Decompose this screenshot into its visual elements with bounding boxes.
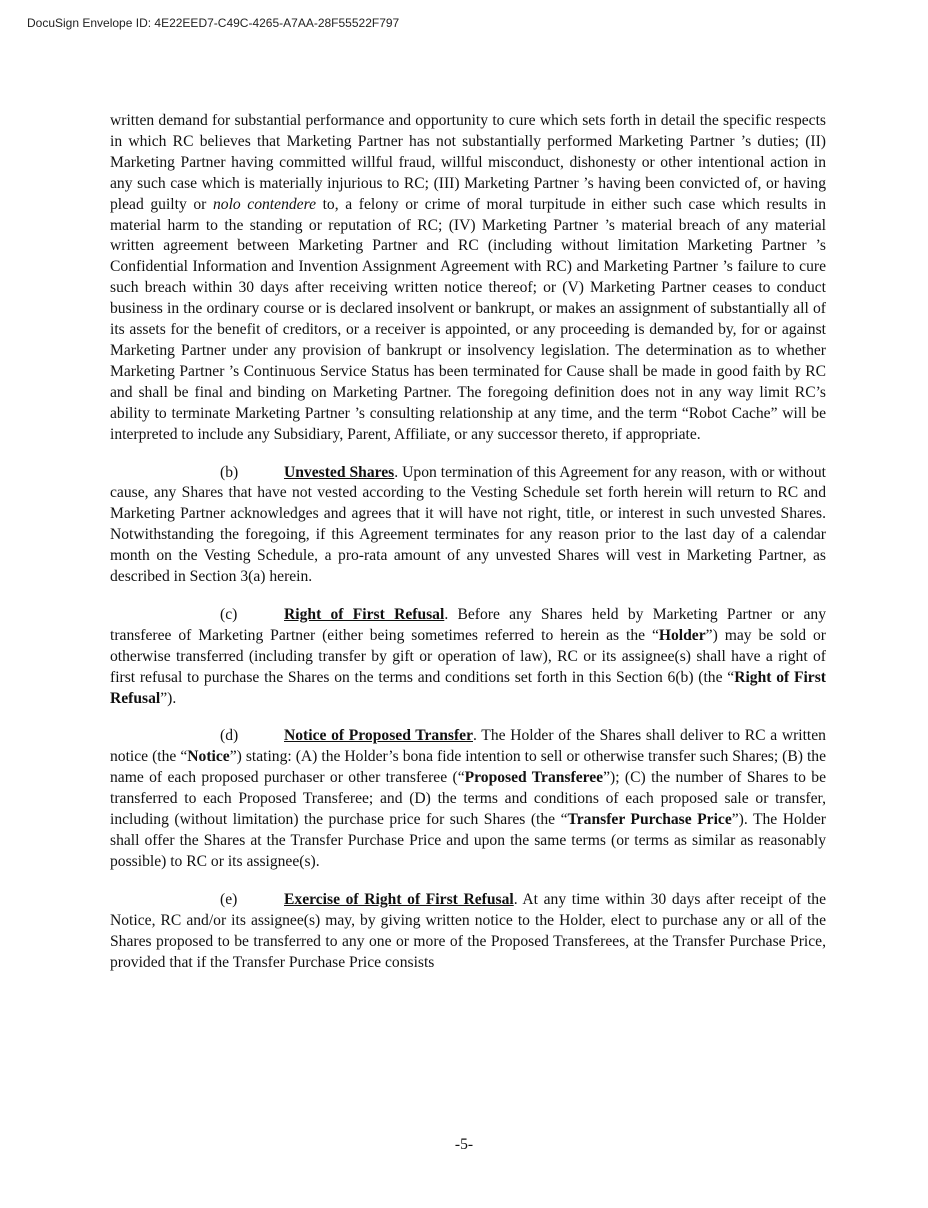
cause-definition-paragraph: written demand for substantial performance and opportunity to cure which sets forth in detail the specific respects in which RC believes that Marketing Partner has not substantially performed Marketing Partner ’s duties; (II) Marketing Partner having committed willful fraud, willful misconduct, dishonesty or other intentional action in any such case which is materially injurious to RC; (III) Marketing Partner ’s having been convicted of, or having plead guilty or nolo contendere to, a felony or crime of moral turpitude in either such case which results in material harm to the standing or reputation of RC; (IV) Marketing Partner ’s material breach of any material written agreement between Marketing Partner and RC (including without limitation Marketing Partner ’s Confidential Information and Invention Assignment Agreement with RC) and Marketing Partner ’s failure to cure such breach within 30 days after receiving written notice thereof; or (V) Marketing Partner ceases to conduct business in the ordinary course or is declared insolvent or bankrupt, or makes an assignment of substantially all of its assets for the benefit of creditors, or a receiver is appointed, or any proceeding is demanded by, for or against Marketing Partner under any provision of bankrupt or insolvency legislation. The determination as to whether Marketing Partner ’s Continuous Service Status has been terminated for Cause shall be made in good faith by RC and shall be final and binding on Marketing Partner. The foregoing definition does not in any way limit RC’s ability to terminate Marketing Partner ’s consulting relationship at any time, and the term “Robot Cache” will be interpreted to include any Subsidiary, Parent, Affiliate, or any successor thereto, if appropriate. bbox=[110, 112, 827, 443]
section-heading: Unvested Shares bbox=[284, 463, 395, 481]
section-b-unvested-shares: (b) Unvested Shares. Upon termination of this Agreement for any reason, with or without cause, any Shares that have not vested according to the Vesting Schedule set forth herein will return to RC and Marketing Partner acknowledges and agrees that it will have not right, title, or interest in such unvested Shares. Notwithstanding the foregoing, if this Agreement terminates for any reason prior to the last day of a calendar month on the Vesting Schedule, a pro-rata amount of any unvested Shares will vest in Marketing Partner, as described in Section 3(a) herein. bbox=[110, 463, 826, 586]
section-e-exercise-of-right: (e) Exercise of Right of First Refusal. At any time within 30 days after receipt of the Notice, RC and/or its assignee(s) may, by giving written notice to the Holder, elect to purchase any or all of the Shares proposed to be transferred to any one or more of the Proposed Transferees, at the Transfer Purchase Price, provided that if the Transfer Purchase Price consists bbox=[110, 890, 826, 971]
section-heading: Notice of Proposed Transfer bbox=[284, 727, 473, 745]
section-heading: Right of First Refusal bbox=[284, 605, 445, 623]
section-c-right-of-first-refusal: (c) Right of First Refusal. Before any Shares held by Marketing Partner or any transferee of Marketing Partner (either being sometimes referred to herein as the “Holder”) may be sold or otherwise transferred (including transfer by gift or operation of law), RC or its assignee(s) shall have a right of first refusal to purchase the Shares on the terms and conditions set forth in this Section 6(b) (the “Right of First Refusal”). bbox=[110, 605, 826, 707]
envelope-id: DocuSign Envelope ID: 4E22EED7-C49C-4265-A7AA-28F55522F797 bbox=[27, 16, 400, 30]
page-number: -5- bbox=[454, 1136, 474, 1153]
document-page bbox=[110, 111, 826, 973]
section-d-notice-of-proposed-transfer: (d) Notice of Proposed Transfer. The Holder of the Shares shall deliver to RC a written notice (the “Notice”) stating: (A) the Holder’s bona fide intention to sell or otherwise transfer such Shares; (B) the name of each proposed purchaser or other transferee (“Proposed Transferee”); (C) the number of Shares to be transferred to each Proposed Transferee; and (D) the terms and conditions of each proposed sale or transfer, including (without limitation) the purchase price for such Shares (the “Transfer Purchase Price”). The Holder shall offer the Shares at the Transfer Purchase Price and upon the same terms (or terms as similar as reasonably possible) to RC or its assignee(s). bbox=[110, 727, 826, 870]
section-heading: Exercise of Right of First Refusal bbox=[284, 890, 514, 908]
